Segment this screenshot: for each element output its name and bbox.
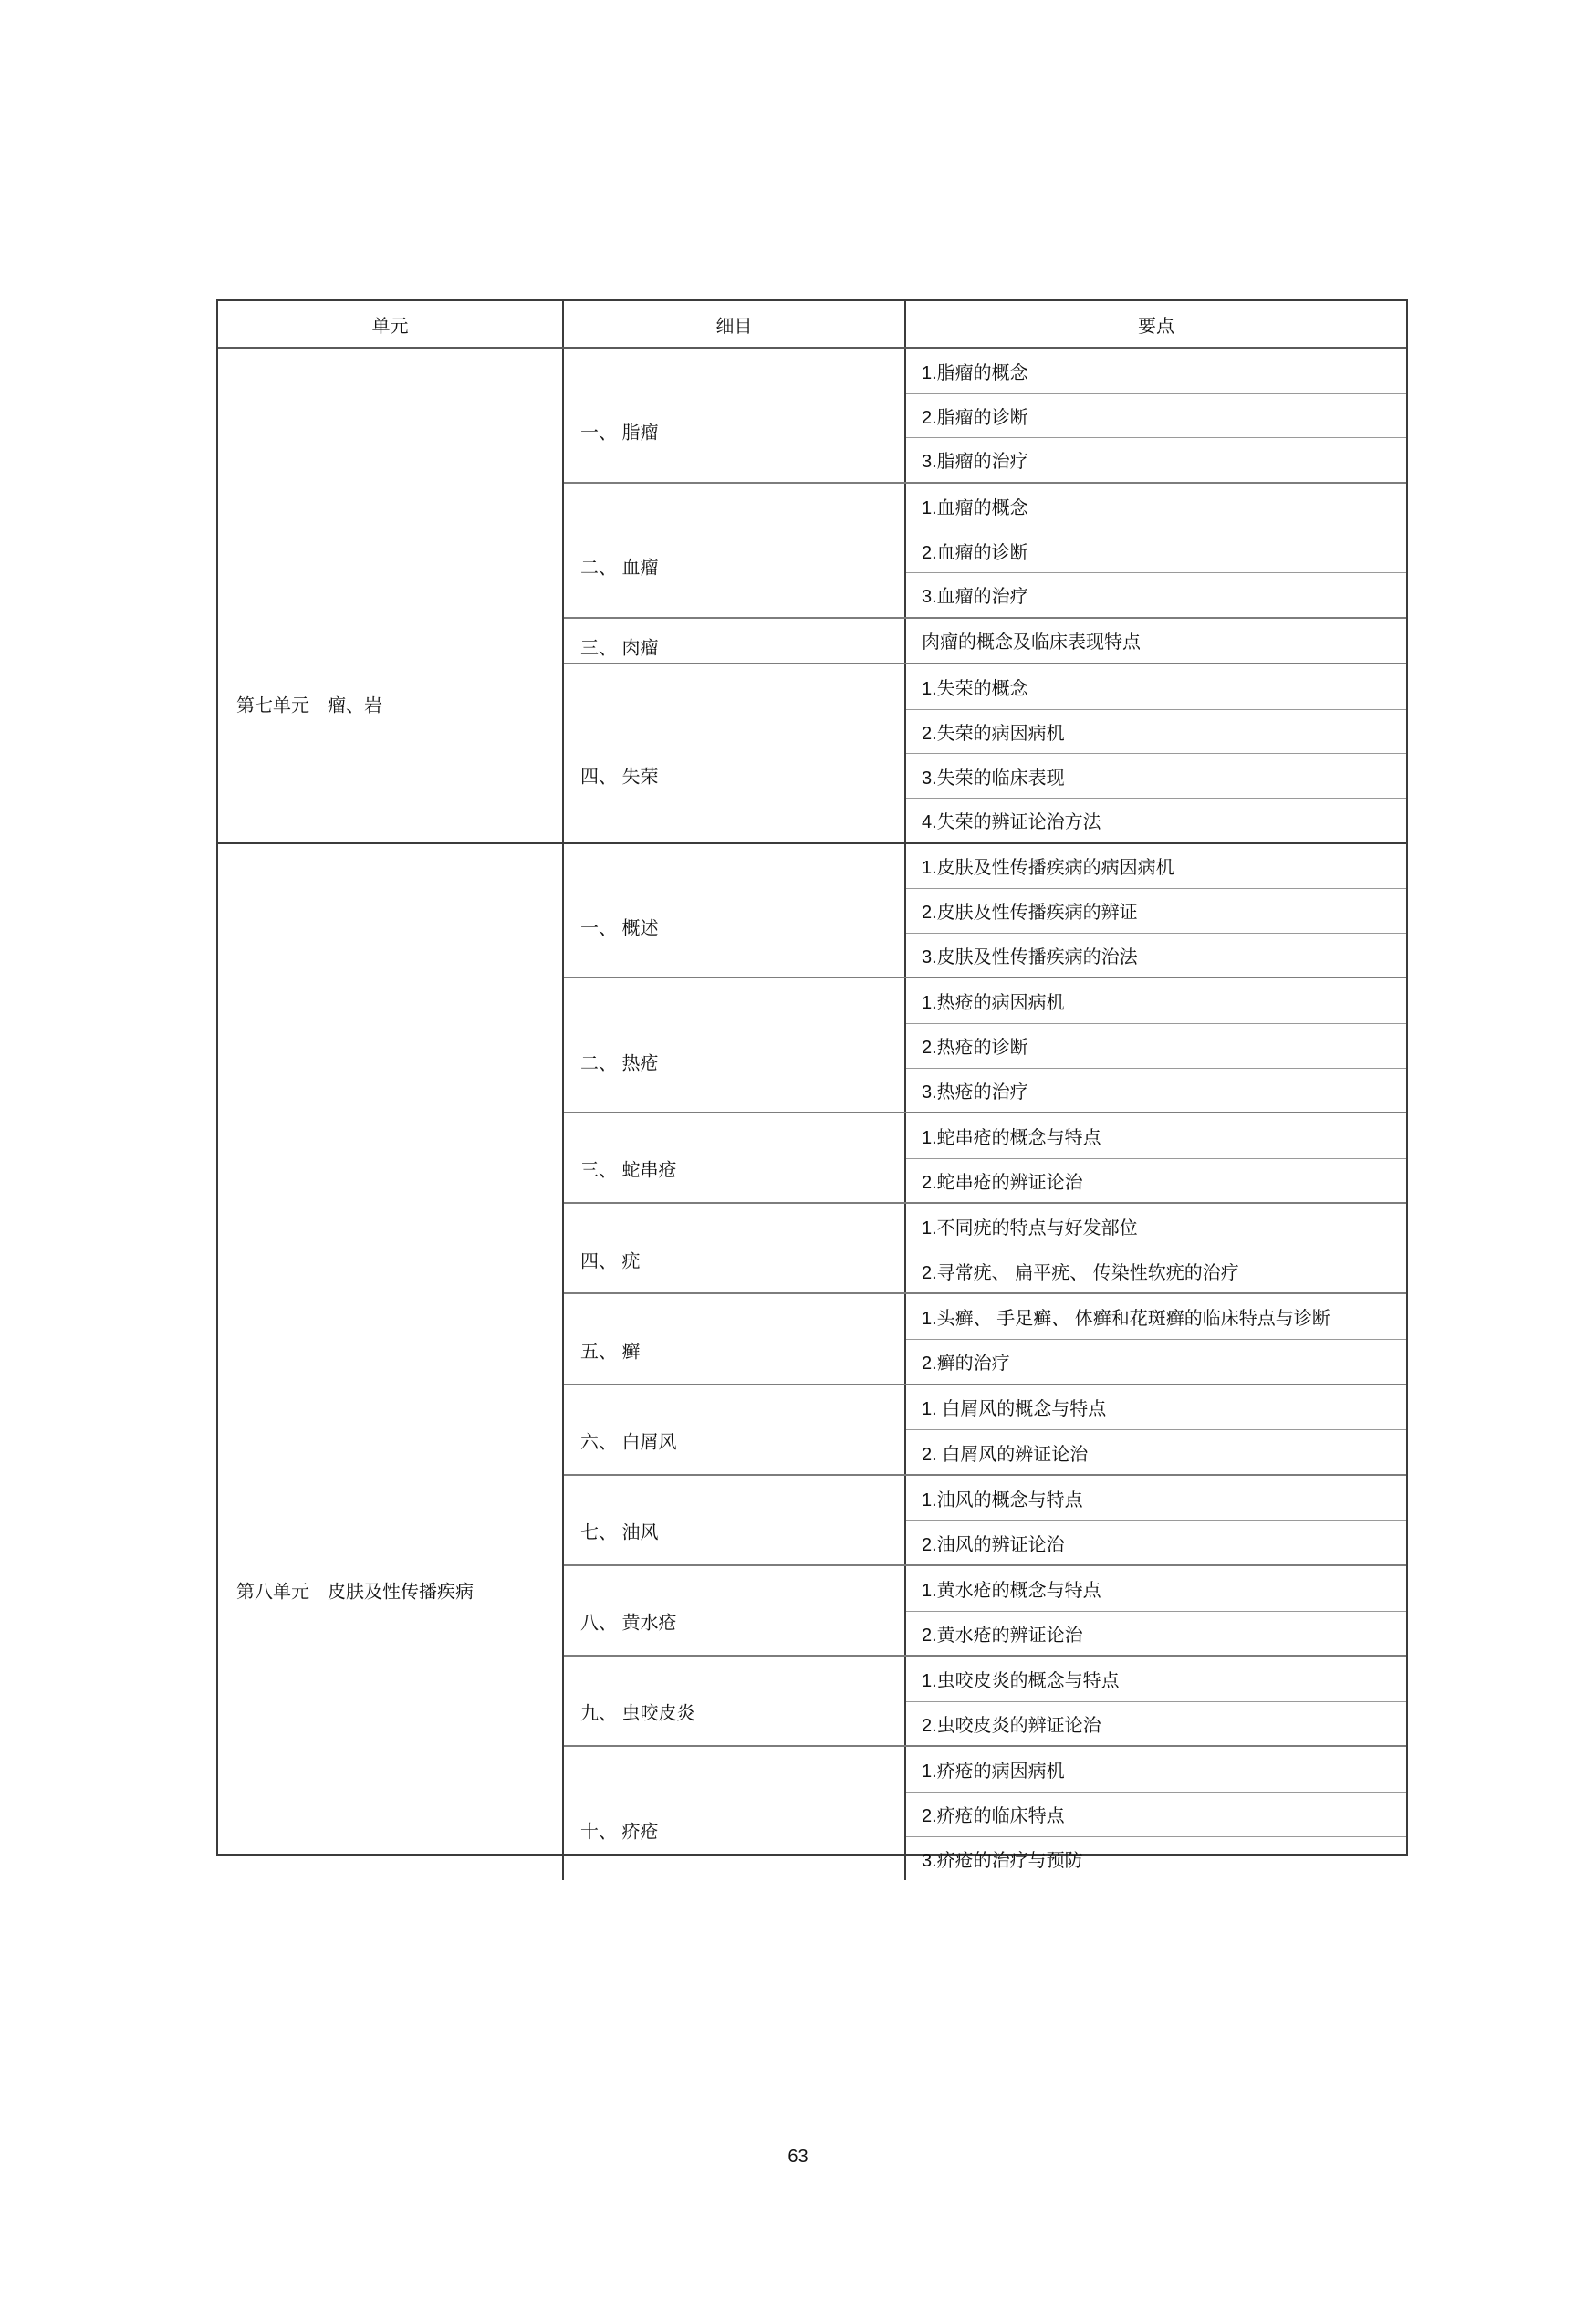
point-cell: 肉瘤的概念及临床表现特点 (922, 632, 1141, 653)
subitems-column (564, 844, 1406, 1881)
subitem-cell (564, 1476, 906, 1564)
table-header-row (218, 301, 1406, 349)
point-cell: 2.失荣的病因病机 (906, 709, 1406, 754)
subitem-label: 四、 失荣 (580, 767, 659, 788)
subitem-label: 八、 黄水疮 (580, 1613, 677, 1634)
subitem-label: 十、 疥疮 (580, 1822, 659, 1843)
subitem-row (564, 1655, 1406, 1745)
point-cell: 4.失荣的辨证论治方法 (906, 798, 1406, 842)
subitem-cell (564, 664, 906, 842)
points-column (906, 844, 1406, 978)
subitem-cell (564, 484, 906, 617)
point-cell: 3.热疮的治疗 (906, 1068, 1406, 1113)
points-column (906, 1747, 1406, 1880)
point-cell: 1.不同疣的特点与好发部位 (922, 1218, 1138, 1239)
point-cell: 1.油风的概念与特点 (922, 1490, 1083, 1511)
table-body (218, 349, 1406, 1880)
point-cell: 2.蛇串疮的辨证论治 (906, 1158, 1406, 1203)
subitem-row (564, 1564, 1406, 1655)
subitem-cell (564, 1204, 906, 1292)
subitem-label: 三、 蛇串疮 (580, 1160, 677, 1181)
point-cell: 2.虫咬皮炎的辨证论治 (906, 1701, 1406, 1746)
points-column (906, 1204, 1406, 1292)
subitem-row (564, 349, 1406, 482)
subitem-row (564, 1745, 1406, 1880)
subitem-label: 三、 肉瘤 (580, 638, 659, 659)
subitem-label: 四、 疣 (580, 1251, 641, 1272)
column-header-unit: 单元 (218, 301, 564, 347)
subitem-label: 九、 虫咬皮炎 (580, 1703, 695, 1724)
points-column (906, 664, 1406, 842)
point-cell: 2.热疮的诊断 (906, 1023, 1406, 1068)
points-column (906, 484, 1406, 617)
syllabus-table (216, 299, 1408, 1871)
subitem-cell (564, 1657, 906, 1745)
subitem-row (564, 1384, 1406, 1474)
subitem-cell (564, 978, 906, 1112)
point-cell: 1.头癣、 手足癣、 体癣和花斑癣的临床特点与诊断 (922, 1309, 1330, 1330)
subitem-row (564, 1202, 1406, 1292)
point-cell: 2.血瘤的诊断 (906, 528, 1406, 572)
subitem-row (564, 977, 1406, 1112)
subitem-label: 二、 热疮 (580, 1053, 659, 1074)
point-cell: 2.黄水疮的辨证论治 (906, 1611, 1406, 1656)
unit-cell (218, 844, 564, 1881)
subitem-label: 二、 血瘤 (580, 558, 659, 579)
point-cell: 3.失荣的临床表现 (906, 753, 1406, 798)
unit-section (218, 349, 1406, 842)
point-cell: 1.虫咬皮炎的概念与特点 (922, 1671, 1120, 1692)
point-cell: 3.皮肤及性传播疾病的治法 (906, 933, 1406, 978)
point-cell: 2.疥疮的临床特点 (906, 1792, 1406, 1836)
point-cell: 1.黄水疮的概念与特点 (922, 1580, 1101, 1601)
point-cell: 1.血瘤的概念 (922, 497, 1028, 518)
subitem-cell (564, 1113, 906, 1202)
points-column (906, 978, 1406, 1112)
subitem-label: 一、 脂瘤 (580, 423, 659, 444)
subitem-cell (564, 619, 906, 664)
points-column (906, 1113, 1406, 1202)
point-cell: 1.疥疮的病因病机 (922, 1762, 1065, 1782)
point-cell: 1.蛇串疮的概念与特点 (922, 1127, 1101, 1148)
points-column (906, 1566, 1406, 1655)
point-cell: 2.皮肤及性传播疾病的辨证 (906, 888, 1406, 933)
column-header-subitem: 细目 (564, 301, 906, 347)
point-cell: 1. 白屑风的概念与特点 (922, 1399, 1107, 1420)
points-column (906, 349, 1406, 482)
subitem-row (564, 1292, 1406, 1383)
point-cell: 1.失荣的概念 (922, 678, 1028, 699)
subitems-column (564, 349, 1406, 842)
subitem-cell (564, 1566, 906, 1655)
subitem-row (564, 1474, 1406, 1564)
point-cell: 2.油风的辨证论治 (906, 1520, 1406, 1564)
point-cell: 3.疥疮的治疗与预防 (906, 1836, 1406, 1881)
subitem-label: 五、 癣 (580, 1342, 641, 1363)
points-column (906, 1476, 1406, 1564)
point-cell: 3.血瘤的治疗 (906, 572, 1406, 617)
point-cell: 1.热疮的病因病机 (922, 993, 1065, 1014)
subitem-label: 六、 白屑风 (580, 1432, 677, 1453)
unit-label: 第七单元 瘤、岩 (236, 695, 382, 716)
column-header-keypoints: 要点 (1138, 316, 1174, 337)
unit-cell (218, 349, 564, 842)
point-cell: 2.脂瘤的诊断 (906, 393, 1406, 438)
point-cell: 3.脂瘤的治疗 (906, 437, 1406, 482)
unit-section (218, 842, 1406, 1881)
points-column (906, 1294, 1406, 1383)
subitem-row (564, 1112, 1406, 1202)
subitem-label: 一、 概述 (580, 918, 659, 939)
page-number: 63 (788, 2147, 808, 2167)
unit-label: 第八单元 皮肤及性传播疾病 (236, 1582, 474, 1603)
subitem-row (564, 482, 1406, 617)
subitem-label: 七、 油风 (580, 1522, 659, 1543)
point-cell: 2.寻常疣、 扁平疣、 传染性软疣的治疗 (906, 1249, 1406, 1293)
subitem-row (564, 663, 1406, 842)
subitem-row (564, 844, 1406, 978)
point-cell: 1.皮肤及性传播疾病的病因病机 (922, 858, 1174, 879)
subitem-row (564, 617, 1406, 664)
subitem-cell (564, 1747, 906, 1880)
point-cell: 2. 白屑风的辨证论治 (906, 1429, 1406, 1474)
points-column (906, 1657, 1406, 1745)
subitem-cell (564, 1294, 906, 1383)
points-column (906, 619, 1406, 664)
point-cell: 1.脂瘤的概念 (922, 362, 1028, 383)
points-column (906, 1385, 1406, 1474)
point-cell: 2.癣的治疗 (906, 1339, 1406, 1384)
subitem-cell (564, 844, 906, 978)
subitem-cell (564, 349, 906, 482)
subitem-cell (564, 1385, 906, 1474)
